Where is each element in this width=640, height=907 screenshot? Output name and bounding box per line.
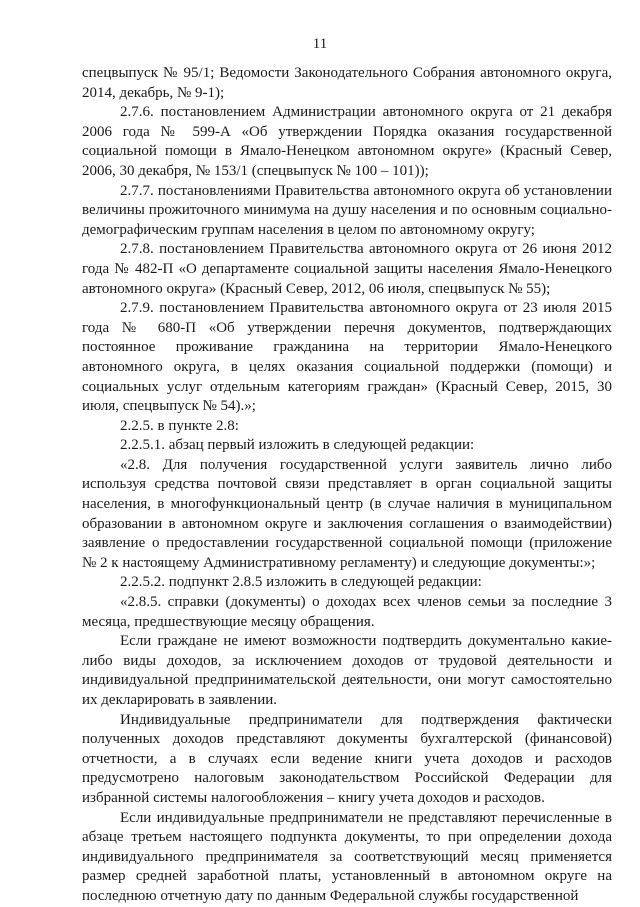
body-paragraph: 2.7.8. постановлением Правительства автономного округа от 26 июня 2012 года № 482-П «О департаменте социальной защиты населения Ямало-Ненецкого автономного округа» (Красный Север, 2012, 06 июля, спецвыпуск № 55); (82, 241, 612, 297)
page-number: 11 (312, 36, 328, 52)
document-body (82, 64, 612, 907)
body-paragraph: 2.7.9. постановлением Правительства автономного округа от 23 июля 2015 года № 680-П «Об утверждении перечня документов, подтверждающих постоянное проживание гражданина на территории Ямало-Ненецкого автономного округа, в целях оказания социальной поддержки (помощи) и социальных услуг отдельным категориям граждан» (Красный Север, 2015, 30 июля, спецвыпуск № 54).»; (82, 300, 612, 415)
body-paragraph: 2.7.7. постановлениями Правительства автономного округа об установлении величины прожиточного минимума на душу населения и по основным социально-демографическим группам населения в целом по автономному округу; (82, 182, 612, 238)
body-paragraph: Если индивидуальные предприниматели не представляют перечисленные в абзаце третьем настоящего подпункта документы, то при определении дохода индивидуального предпринимателя за соответствующий месяц применяется размер средней заработной платы, установленный в автономном округе на последнюю отчетную дату по данным Федеральной службы государственной (82, 809, 612, 904)
body-paragraph: Индивидуальные предприниматели для подтверждения фактически полученных доходов представляют документы бухгалтерской (финансовой) отчетности, а в случаях если ведение книги учета доходов и расходов предусмотрено налоговым законодательством Российской Федерации для избранной системы налогообложения – книгу учета доходов и расходов. (82, 711, 612, 806)
body-paragraph: спецвыпуск № 95/1; Ведомости Законодательного Собрания автономного округа, 2014, декабрь, № 9-1); (82, 65, 612, 101)
body-paragraph: 2.2.5. в пункте 2.8: (120, 417, 239, 434)
body-paragraph: 2.2.5.1. абзац первый изложить в следующей редакции: (120, 437, 475, 454)
body-paragraph: 2.7.6. постановлением Администрации автономного округа от 21 декабря 2006 года № 599-А «Об утверждении Порядка оказания государственной социальной помощи в Ямало-Ненецком автономном округе» (Красный Север, 2006, 30 декабря, № 153/1 (спецвыпуск № 100 – 101)); (82, 104, 612, 179)
body-paragraph: 2.2.5.2. подпункт 2.8.5 изложить в следующей редакции: (120, 574, 482, 591)
body-paragraph: «2.8. Для получения государственной услуги заявитель лично либо используя средства почтовой связи представляет в орган социальной защиты населения, в многофункциональный центр (в случае наличия в муниципальном образовании в автономном округе и заключения соглашения о взаимодействии) заявление о предоставлении государственной социальной помощи (приложение № 2 к настоящему Административному регламенту) и следующие документы:»; (82, 456, 612, 571)
body-paragraph: «2.8.5. справки (документы) о доходах всех членов семьи за последние 3 месяца, предшествующие месяцу обращения. (82, 594, 612, 630)
body-paragraph: Если граждане не имеют возможности подтвердить документально какие-либо виды доходов, за исключением доходов от трудовой деятельности и индивидуальной предпринимательской деятельности, они могут самостоятельно их декларировать в заявлении. (82, 633, 612, 708)
